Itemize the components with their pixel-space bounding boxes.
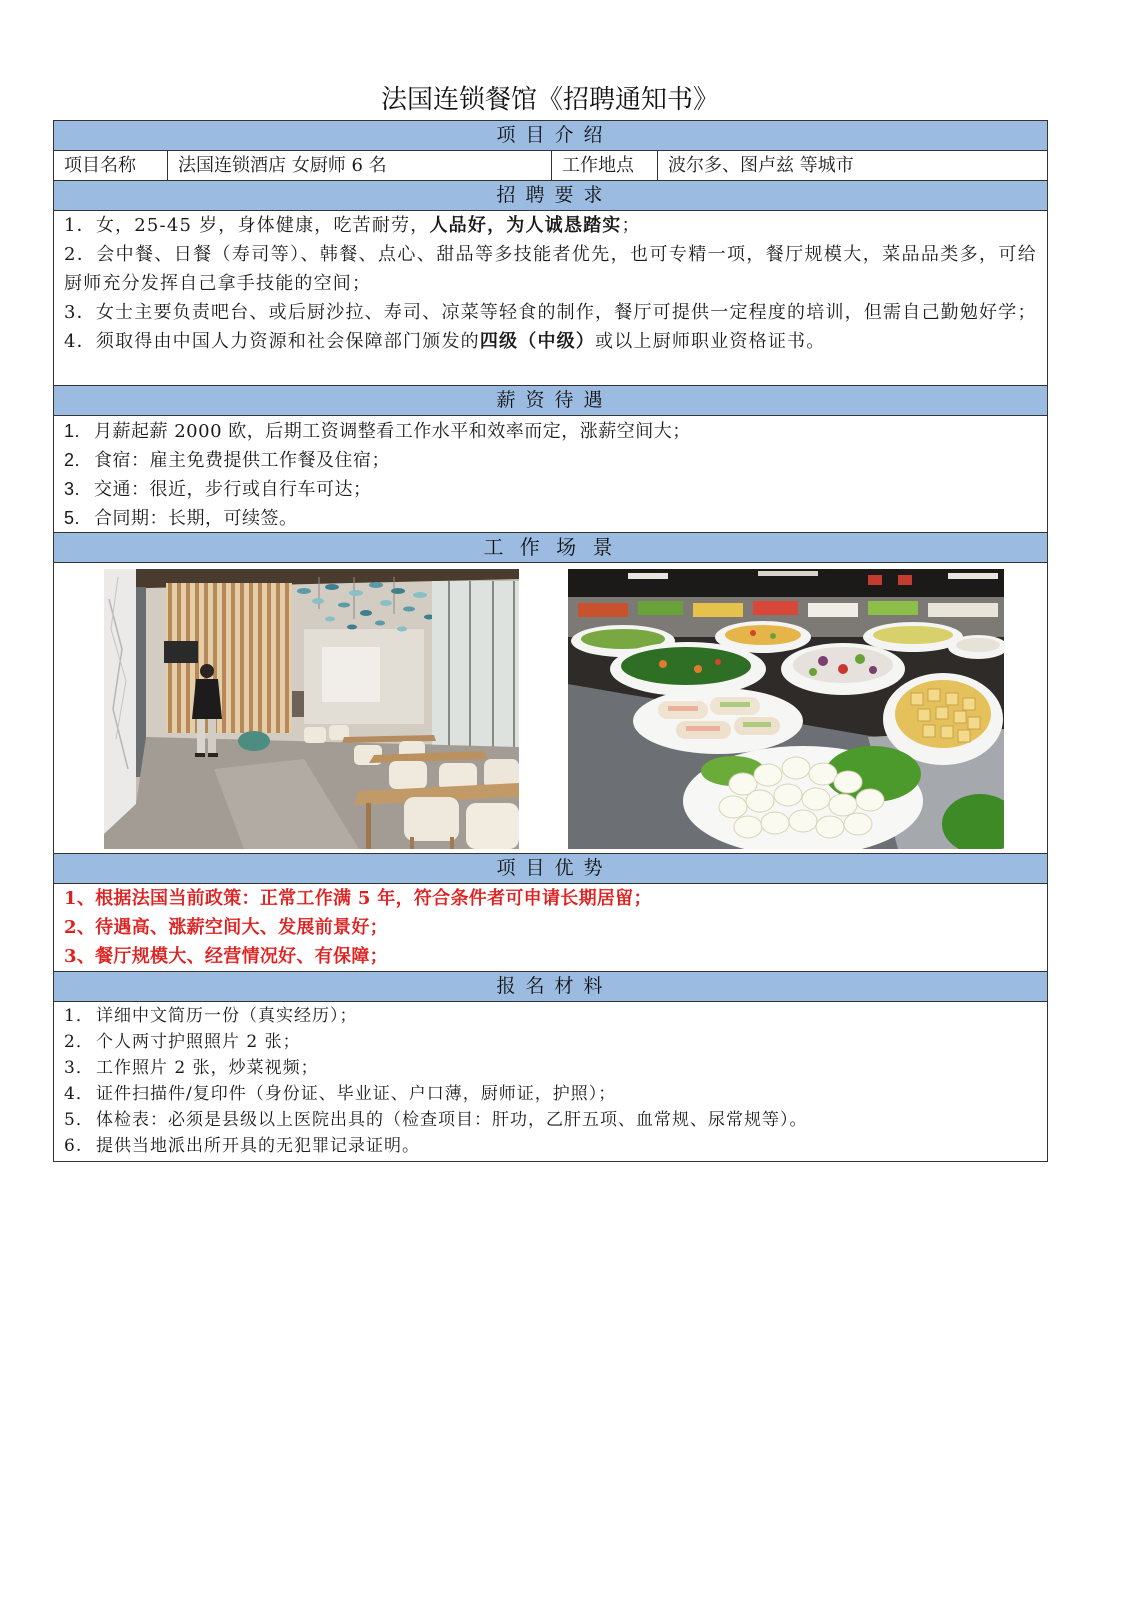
requirement-text: 2．会中餐、日餐（寿司等）、韩餐、点心、甜品等多技能者优先，也可专精一项，餐厅规模大，菜品品类多，可给厨师充分发挥自己拿手技能的空间； — [64, 244, 1037, 294]
material-text: 个人两寸护照照片 2 张； — [96, 1032, 301, 1052]
project-name-label: 项目名称 — [54, 151, 168, 180]
bowl-quail-eggs — [683, 746, 923, 849]
salary-text: 交通：很近，步行或自行车可达； — [94, 479, 372, 500]
item-number: 3. — [64, 479, 81, 499]
material-text: 工作照片 2 张，炒菜视频； — [96, 1058, 319, 1078]
work-location-label: 工作地点 — [552, 151, 658, 180]
material-text: 提供当地派出所开具的无犯罪记录证明。 — [96, 1136, 420, 1156]
section-header-requirements: 招 聘 要 求 — [54, 181, 1047, 211]
buffet-dishes-photo — [568, 569, 1004, 849]
material-text: 体检表：必须是县级以上医院出具的（检查项目：肝功，乙肝五项、血常规、尿常规等）。 — [96, 1110, 808, 1130]
salary-item — [64, 446, 1037, 475]
material-item — [64, 1003, 1037, 1029]
item-number: 6. — [64, 1136, 83, 1156]
requirement-item — [64, 298, 1037, 327]
project-info-row — [54, 151, 1047, 181]
salary-item — [64, 504, 1037, 533]
item-number: 5． — [64, 1110, 94, 1130]
materials-list — [54, 1002, 1047, 1161]
advantage-item: 3、餐厅规模大、经营情况好、有保障； — [64, 946, 388, 967]
work-location-value: 波尔多、图卢兹 等城市 — [668, 155, 854, 176]
requirement-text: 4．须取得由中国人力资源和社会保障部门颁发的 — [64, 331, 480, 352]
salary-text: 合同期：长期，可续签。 — [94, 508, 298, 529]
material-item — [64, 1029, 1037, 1055]
page-title: 法国连锁餐馆《招聘通知书》 — [380, 85, 719, 115]
requirement-text: 1．女，25-45 岁，身体健康，吃苦耐劳， — [64, 215, 430, 236]
requirement-item — [64, 211, 1037, 240]
material-item — [64, 1055, 1037, 1081]
bowl-spring-rolls — [633, 688, 803, 754]
salary-item — [64, 475, 1037, 504]
requirement-text-end: ； — [621, 215, 641, 236]
requirement-bold-text: 人品好，为人诚恳踏实 — [429, 215, 622, 236]
work-scene-photos — [54, 563, 1047, 854]
material-item — [64, 1133, 1037, 1159]
item-number: 3． — [64, 1058, 94, 1078]
material-text: 详细中文简历一份（真实经历）； — [96, 1006, 358, 1026]
recruitment-table — [53, 120, 1048, 1162]
glass-windows — [432, 581, 519, 761]
item-number: 5. — [64, 508, 81, 528]
restaurant-interior-photo — [104, 569, 519, 849]
section-header-materials: 报 名 材 料 — [54, 972, 1047, 1002]
bowl-mixed-salad — [781, 643, 905, 695]
advantage-item: 2、待遇高、涨薪空间大、发展前景好； — [64, 917, 388, 938]
requirement-item — [64, 327, 1037, 356]
item-number: 2. — [64, 450, 81, 470]
requirements-list — [54, 211, 1047, 386]
material-text: 证件扫描件/复印件（身份证、毕业证、户口薄，厨师证，护照）； — [96, 1084, 617, 1104]
material-item — [64, 1081, 1037, 1107]
requirement-text: 3．女士主要负责吧台、或后厨沙拉、寿司、凉菜等轻食的制作，餐厅可提供一定程度的培训，但需自己勤勉好学； — [64, 302, 1037, 323]
requirement-text-end: 或以上厨师职业资格证书。 — [595, 331, 826, 352]
salary-list — [54, 416, 1047, 533]
bowl-green-vegetables — [610, 642, 766, 696]
background-lights — [568, 569, 1004, 599]
salary-item — [64, 417, 1037, 446]
section-header-salary: 薪 资 待 遇 — [54, 386, 1047, 416]
item-number: 2． — [64, 1032, 94, 1052]
section-header-intro: 项 目 介 绍 — [54, 121, 1047, 151]
item-number: 4． — [64, 1084, 94, 1104]
requirement-item — [64, 240, 1037, 298]
section-header-scenes: 工 作 场 景 — [54, 533, 1047, 563]
wall-tv — [164, 641, 198, 663]
material-item — [64, 1107, 1037, 1133]
section-header-advantages: 项 目 优 势 — [54, 854, 1047, 884]
salary-text: 食宿：雇主免费提供工作餐及住宿； — [94, 450, 390, 471]
project-name-value: 法国连锁酒店 女厨师 6 名 — [168, 151, 552, 180]
lounge-chair — [238, 731, 270, 751]
advantages-list — [54, 884, 1047, 972]
advantage-item: 1、根据法国当前政策：正常工作满 5 年，符合条件者可申请长期居留； — [64, 888, 652, 909]
item-number: 1． — [64, 1006, 94, 1026]
salary-text: 月薪起薪 2000 欧，后期工资调整看工作水平和效率而定，涨薪空间大； — [94, 421, 691, 442]
requirement-bold-text: 四级（中级） — [479, 331, 596, 352]
item-number: 1. — [64, 421, 81, 441]
bowl-pickles — [863, 622, 963, 652]
bowl-tofu-cubes — [883, 673, 1003, 765]
